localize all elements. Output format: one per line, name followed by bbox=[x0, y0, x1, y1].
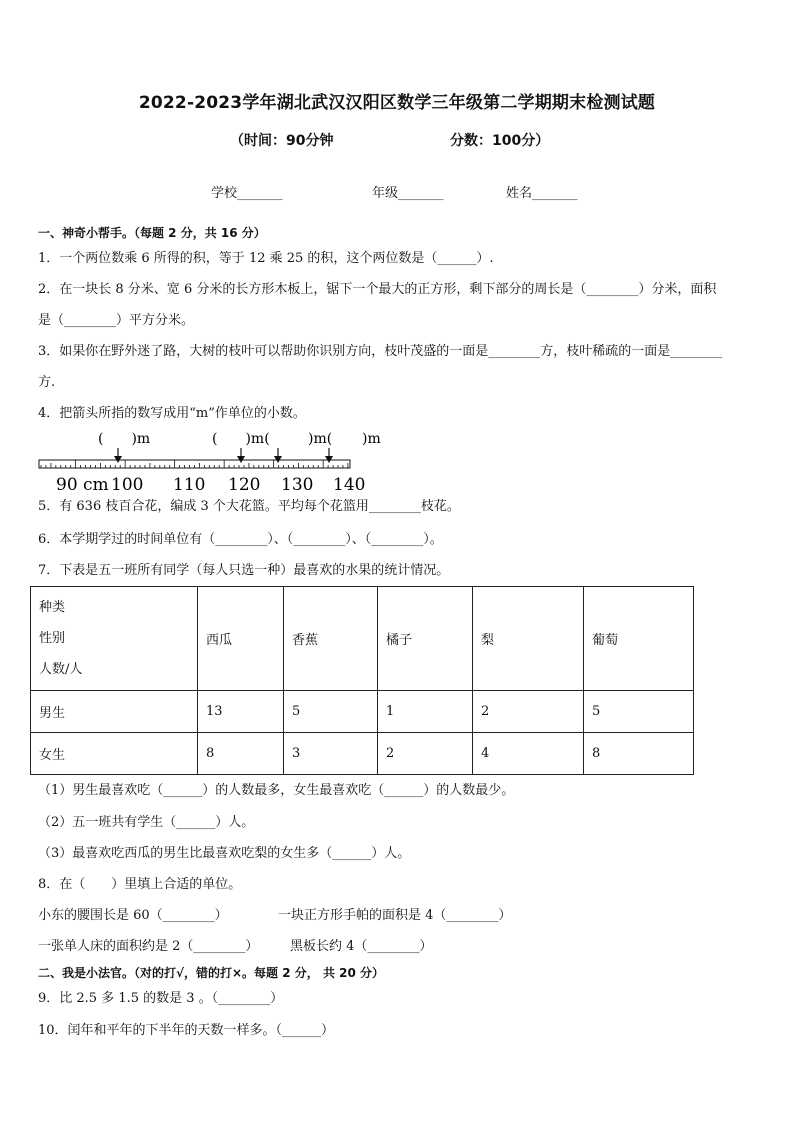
table-cell: 5 bbox=[584, 691, 694, 733]
question-5: 5．有 636 枝百合花，编成 3 个大花篮。平均每个花篮用________枝花。 bbox=[38, 499, 460, 514]
table-cell: 1 bbox=[378, 691, 473, 733]
tick-label-140: 140 bbox=[333, 475, 366, 495]
question-1: 1．一个两位数乘 6 所得的积，等于 12 乘 25 的积，这个两位数是（______）. bbox=[38, 251, 494, 266]
ruler-ticks bbox=[41, 460, 348, 468]
table-row bbox=[31, 733, 694, 775]
row-label-girls: 女生 bbox=[31, 733, 198, 775]
question-4: 4．把箭头所指的数写成用“m”作单位的小数。 bbox=[38, 406, 306, 421]
question-3-line-2: 方. bbox=[38, 375, 56, 390]
ruler-svg bbox=[38, 426, 381, 496]
section-1-title: 一、神奇小帮手。（每题 2 分，共 16 分） bbox=[38, 226, 266, 240]
question-8-d: 黑板长约 4（________） bbox=[290, 939, 433, 954]
table-cell: 5 bbox=[284, 691, 378, 733]
question-7-3: （3）最喜欢吃西瓜的男生比最喜欢吃梨的女生多（______）人。 bbox=[38, 846, 411, 861]
header-fruit: 香蕉 bbox=[284, 587, 378, 691]
arrow-blank-4: )m bbox=[334, 431, 381, 447]
table-cell: 13 bbox=[198, 691, 284, 733]
table-row bbox=[31, 691, 694, 733]
question-7-2: （2）五一班共有学生（______）人。 bbox=[38, 815, 255, 830]
header-fruit: 葡萄 bbox=[584, 587, 694, 691]
total-score: 分数：100分） bbox=[450, 133, 550, 149]
measuring-ruler-figure bbox=[38, 426, 381, 496]
tick-label-110: 110 bbox=[173, 475, 206, 495]
grade-field: 年级_______ bbox=[372, 186, 444, 201]
table-header-row bbox=[31, 587, 694, 691]
school-field: 学校_______ bbox=[211, 186, 283, 201]
tick-label-100: 100 bbox=[111, 475, 144, 495]
question-9: 9．比 2.5 多 1.5 的数是 3 。（________） bbox=[38, 991, 284, 1006]
diagonal-header-cell bbox=[31, 587, 198, 691]
table-cell: 3 bbox=[284, 733, 378, 775]
header-fruit: 橘子 bbox=[378, 587, 473, 691]
header-fruit: 西瓜 bbox=[198, 587, 284, 691]
question-8-c: 一张单人床的面积约是 2（________） bbox=[38, 939, 259, 954]
header-gender: 性别 bbox=[39, 631, 66, 646]
question-2-line-1: 2．在一块长 8 分米、宽 6 分米的长方形木板上，锯下一个最大的正方形，剩下部分的周长是（________）分米，面积 bbox=[38, 282, 717, 297]
table-cell: 4 bbox=[473, 733, 584, 775]
table-cell: 8 bbox=[198, 733, 284, 775]
question-7: 7．下表是五一班所有同学（每人只选一种）最喜欢的水果的统计情况。 bbox=[38, 563, 450, 578]
arrows bbox=[118, 448, 329, 460]
question-8-a: 小东的腰围长是 60（________） bbox=[38, 908, 228, 923]
table-cell: 2 bbox=[473, 691, 584, 733]
header-kind: 种类 bbox=[39, 600, 66, 615]
question-6: 6．本学期学过的时间单位有（________）、（________）、（________）。 bbox=[38, 532, 443, 547]
page-title: 2022-2023学年湖北武汉汉阳区数学三年级第二学期期末检测试题 bbox=[138, 93, 656, 113]
table-cell: 8 bbox=[584, 733, 694, 775]
row-label-boys: 男生 bbox=[31, 691, 198, 733]
question-8-b: 一块正方形手帕的面积是 4（________） bbox=[278, 908, 512, 923]
question-7-1: （1）男生最喜欢吃（______）的人数最多，女生最喜欢吃（______）的人数最少。 bbox=[38, 783, 515, 798]
question-3-line-1: 3．如果你在野外迷了路，大树的枝叶可以帮助你识别方向，枝叶茂盛的一面是________方，枝叶稀疏的一面是________ bbox=[38, 344, 723, 359]
tick-label-120: 120 bbox=[228, 475, 261, 495]
arrow-blank-1: ( )m bbox=[98, 431, 151, 447]
name-field: 姓名_______ bbox=[506, 186, 578, 201]
section-2-title: 二、我是小法官。（对的打√，错的打×。每题 2 分， 共 20 分） bbox=[38, 966, 384, 980]
tick-label-90cm: 90 cm bbox=[56, 475, 109, 495]
arrow-blank-3: )m( bbox=[280, 431, 333, 447]
table-cell: 2 bbox=[378, 733, 473, 775]
header-fruit: 梨 bbox=[473, 587, 584, 691]
question-10: 10．闰年和平年的下半年的天数一样多。（______） bbox=[38, 1023, 335, 1038]
tick-label-130: 130 bbox=[281, 475, 314, 495]
arrow-blank-2: ( )m( bbox=[212, 431, 270, 447]
time-limit: （时间：90分钟 bbox=[230, 133, 334, 149]
question-8: 8．在（ ）里填上合适的单位。 bbox=[38, 877, 242, 892]
header-count: 人数/人 bbox=[39, 662, 83, 677]
question-2-line-2: 是（________）平方分米。 bbox=[38, 313, 195, 328]
fruit-statistics-table bbox=[30, 586, 694, 775]
